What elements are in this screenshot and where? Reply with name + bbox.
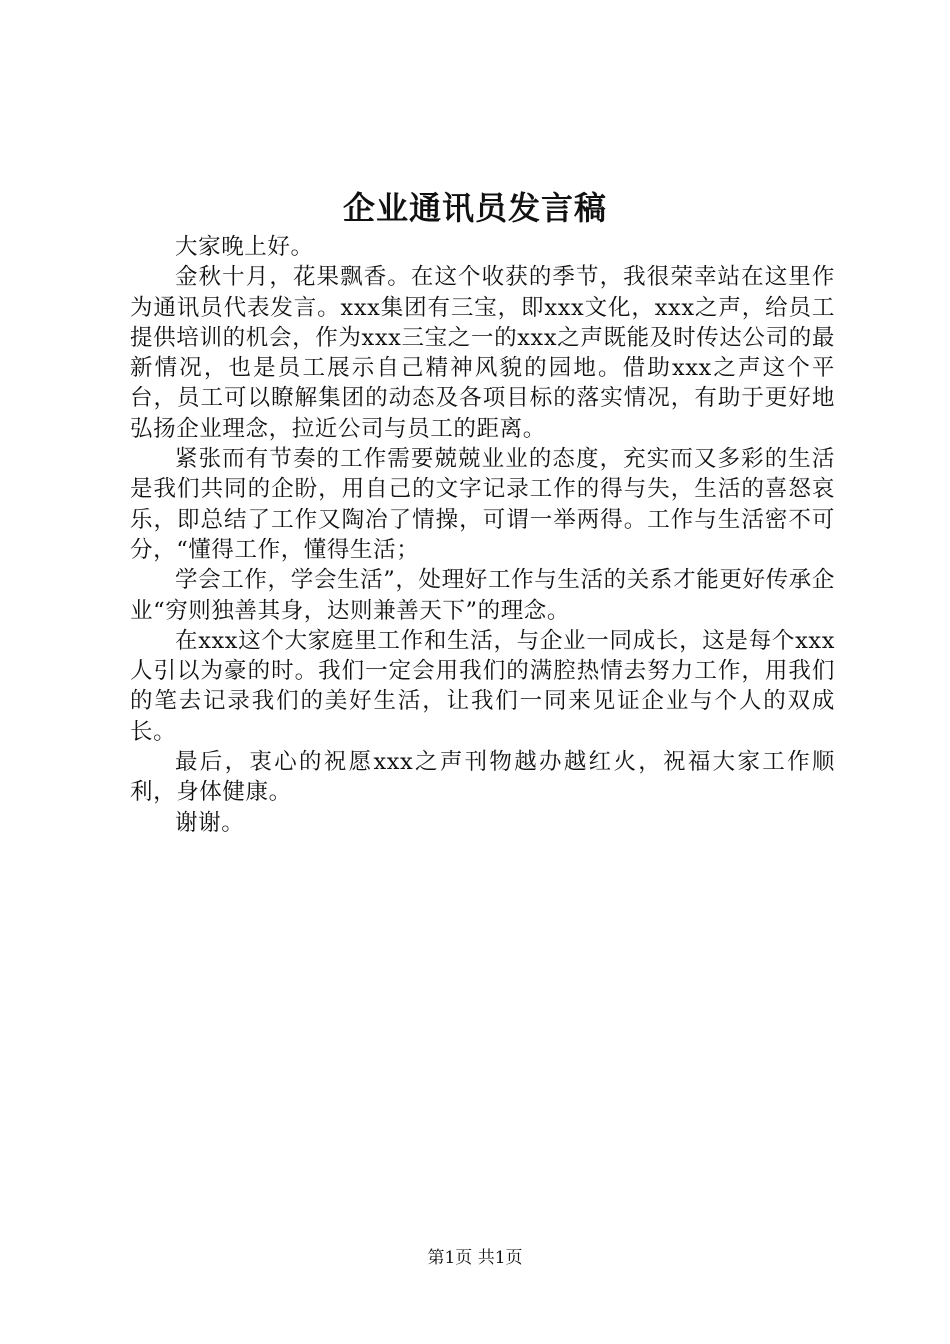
paragraph-wishes: 最后，衷心的祝愿xxx之声刊物越办越红火，祝福大家工作顺利，身体健康。 (130, 749, 835, 806)
paragraph-greeting: 大家晚上好。 (175, 234, 314, 260)
document-body (130, 232, 835, 838)
document-title: 企业通讯员发言稿 (342, 189, 607, 227)
page-footer: 第1页 共1页 (427, 1248, 523, 1268)
paragraph-thanks: 谢谢。 (175, 809, 245, 836)
paragraph-learn: 学会工作，学会生活”，处理好工作与生活的关系才能更好传承企业“穷则独善其身，达则兼善天下”的理念。 (130, 567, 835, 624)
paragraph-grow: 在xxx这个大家庭里工作和生活，与企业一同成长，这是每个xxx人引以为豪的时。我们一定会用我们的满腔热情去努力工作，用我们的笔去记录我们的美好生活，让我们一同来见证企业与个人的双成长。 (130, 627, 835, 745)
paragraph-intro: 金秋十月，花果飘香。在这个收获的季节，我很荣幸站在这里作为通讯员代表发言。xxx集团有三宝，即xxx文化，xxx之声，给员工提供培训的机会，作为xxx三宝之一的xxx之声既能及时传达公司的最新情况，也是员工展示自己精神风貌的园地。借助xxx之声这个平台，员工可以瞭解集团的动态及各项目标的落实情况，有助于更好地弘扬企业理念，拉近公司与员工的距离。 (130, 264, 835, 442)
paragraph-work-life: 紧张而有节奏的工作需要兢兢业业的态度，充实而又多彩的生活是我们共同的企盼，用自己的文字记录工作的得与失，生活的喜怒哀乐，即总结了工作又陶冶了情操，可谓一举两得。工作与生活密不可分，“懂得工作，懂得生活； (130, 446, 835, 563)
